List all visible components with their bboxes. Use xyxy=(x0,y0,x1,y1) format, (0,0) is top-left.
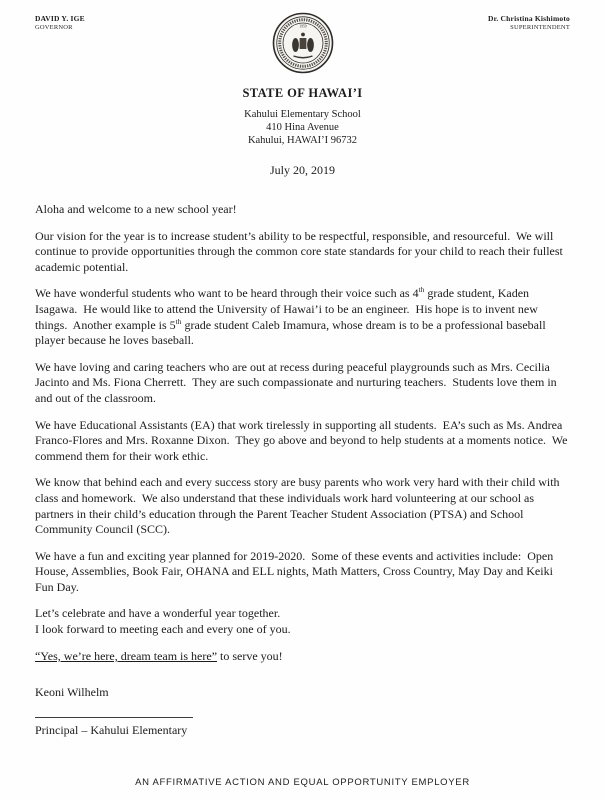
signature-name: Keoni Wilhelm xyxy=(35,685,109,700)
paragraph: Let’s celebrate and have a wonderful year together. I look forward to meeting each and every one of you. xyxy=(35,606,291,637)
signature-title: Principal – Kahului Elementary xyxy=(35,723,188,738)
footer-text: AN AFFIRMATIVE ACTION AND EQUAL OPPORTUNITY EMPLOYER xyxy=(135,777,470,788)
governor-name: DAVID Y. IGE xyxy=(35,14,85,23)
paragraph: Aloha and welcome to a new school year! xyxy=(35,202,237,216)
paragraph: We have wonderful students who want to be heard through their voice such as 4th grade student, Kaden Isagawa. He would like to attend the University of Hawai’i to be an engineer. His hope is to invent new things. Another example is 5th grade student Caleb Imamura, whose dream is to be a professional baseball player because he loves baseball. xyxy=(35,285,549,348)
signature-block xyxy=(35,685,570,738)
letterhead-state: STATE OF HAWAI’I xyxy=(242,86,363,100)
paragraph: “Yes, we’re here, dream team is here” to serve you! xyxy=(35,648,283,663)
governor-title: GOVERNOR xyxy=(35,24,73,31)
school-address-line1: 410 Hina Avenue xyxy=(266,122,339,133)
paragraph: We have loving and caring teachers who are out at recess during peaceful playgrounds such as Mrs. Cecilia Jacinto and Ms. Fiona Cherrett. They are such compassionate and nurturing teachers. Students love them in and out of the classroom. xyxy=(35,359,560,405)
svg-text:1959: 1959 xyxy=(298,24,307,29)
superintendent-block xyxy=(488,14,570,32)
governor-block xyxy=(35,14,85,32)
paragraph: Our vision for the year is to increase student’s ability to be respectful, responsible, and resourceful. We will continue to provide opportunities through the common core state standards for your child to reach their fullest academic potential. xyxy=(35,228,566,274)
school-name: Kahului Elementary School xyxy=(244,109,361,120)
superintendent-title: SUPERINTENDENT xyxy=(510,24,570,31)
letter-body xyxy=(35,202,570,675)
paragraph: We know that behind each and every success story are busy parents who work very hard with their child with class and homework. We also understand that these individuals work hard volunteering at our school as partners in their child’s education through the Parent Teacher Student Association (PTSA) and School Community Council (SCC). xyxy=(35,475,563,537)
letterhead-header xyxy=(35,12,570,82)
superintendent-name: Dr. Christina Kishimoto xyxy=(487,14,570,23)
school-address-line2: Kahului, HAWAI’I 96732 xyxy=(247,135,358,146)
signature-line xyxy=(35,702,193,718)
letter-date: July 20, 2019 xyxy=(269,163,335,177)
paragraph: We have Educational Assistants (EA) that work tirelessly in supporting all students. EA’s such as Ms. Andrea Franco-Flores and Mrs. Roxanne Dixon. They go above and beyond to help students at a moments notice. We commend them for their work ethic. xyxy=(35,417,571,463)
letterhead xyxy=(35,86,570,147)
paragraph: We have a fun and exciting year planned for 2019-2020. Some of these events and activities include: Open House, Assemblies, Book Fair, OHANA and ELL nights, Math Matters, Cross Country, May Day and Keiki Fun Day. xyxy=(35,548,557,594)
hawaii-state-seal-icon xyxy=(272,12,334,79)
